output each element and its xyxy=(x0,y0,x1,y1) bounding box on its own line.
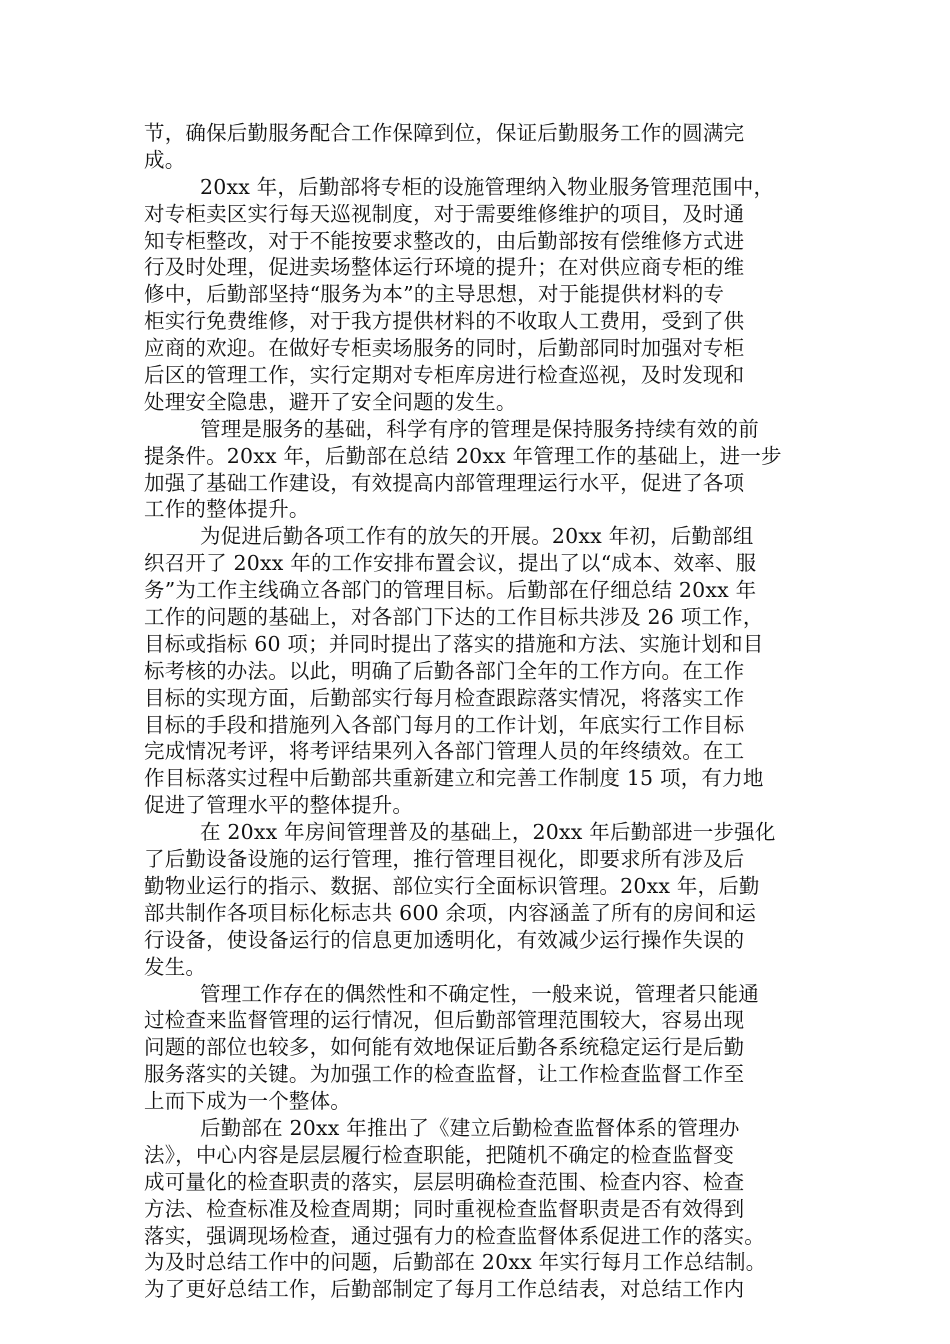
text-line: 对专柜卖区实行每天巡视制度，对于需要维修维护的项目，及时通 xyxy=(144,201,745,226)
text-line: 在 20xx 年房间管理普及的基础上，20xx 年后勤部进一步强化 xyxy=(200,820,776,845)
text-line: 应商的欢迎。在做好专柜卖场服务的同时，后勤部同时加强对专柜 xyxy=(144,336,745,361)
text-line: 勤物业运行的指示、数据、部位实行全面标识管理。20xx 年，后勤 xyxy=(144,873,760,898)
text-line: 为了更好总结工作，后勤部制定了每月工作总结表，对总结工作内 xyxy=(144,1277,745,1302)
text-line: 管理工作存在的偶然性和不确定性，一般来说，管理者只能通 xyxy=(200,981,759,1006)
text-line: 落实，强调现场检查，通过强有力的检查监督体系促进工作的落实。 xyxy=(144,1223,765,1248)
text-line: 了后勤设备设施的运行管理，推行管理目视化，即要求所有涉及后 xyxy=(144,847,745,872)
text-line: 提条件。20xx 年，后勤部在总结 20xx 年管理工作的基础上，进一步 xyxy=(144,443,782,468)
text-line: 目标的实现方面，后勤部实行每月检查跟踪落实情况，将落实工作 xyxy=(144,685,745,710)
text-line: 后勤部在 20xx 年推出了《建立后勤检查监督体系的管理办 xyxy=(200,1115,740,1140)
text-line: 作目标落实过程中后勤部共重新建立和完善工作制度 15 项，有力地 xyxy=(144,766,764,791)
text-line: 法》，中心内容是层层履行检查职能，把随机不确定的检查监督变 xyxy=(144,1142,735,1167)
text-line: 行设备，使设备运行的信息更加透明化，有效减少运行操作失误的 xyxy=(144,927,745,952)
text-line: 行及时处理，促进卖场整体运行环境的提升；在对供应商专柜的维 xyxy=(144,255,745,280)
text-line: 后区的管理工作，实行定期对专柜库房进行检查巡视，及时发现和 xyxy=(144,363,745,388)
text-line: 为促进后勤各项工作有的放矢的开展。20xx 年初，后勤部组 xyxy=(200,524,754,549)
text-line: 工作的整体提升。 xyxy=(144,497,310,522)
text-line: 修中，后勤部坚持“服务为本”的主导思想，对于能提供材料的专 xyxy=(144,282,725,307)
text-line: 管理是服务的基础，科学有序的管理是保持服务持续有效的前 xyxy=(200,416,759,441)
text-line: 过检查来监督管理的运行情况，但后勤部管理范围较大，容易出现 xyxy=(144,1008,745,1033)
text-line: 节，确保后勤服务配合工作保障到位，保证后勤服务工作的圆满完 xyxy=(144,121,745,145)
text-line: 为及时总结工作中的问题，后勤部在 20xx 年实行每月工作总结制。 xyxy=(144,1250,767,1275)
text-line: 成可量化的检查职责的落实，层层明确检查范围、检查内容、检查 xyxy=(144,1169,745,1194)
text-line: 促进了管理水平的整体提升。 xyxy=(144,793,414,818)
text-line: 服务落实的关键。为加强工作的检查监督，让工作检查监督工作至 xyxy=(144,1062,745,1087)
document-body xyxy=(144,120,810,1303)
text-line: 20xx 年，后勤部将专柜的设施管理纳入物业服务管理范围中， xyxy=(200,174,775,199)
text-line: 问题的部位也较多，如何能有效地保证后勤各系统稳定运行是后勤 xyxy=(144,1035,745,1060)
text-line: 工作的问题的基础上，对各部门下达的工作目标共涉及 26 项工作， xyxy=(144,605,764,630)
paragraph xyxy=(144,120,810,174)
text-line: 发生。 xyxy=(144,954,207,979)
text-line: 目标的手段和措施列入各部门每月的工作计划，年底实行工作目标 xyxy=(144,712,745,737)
paragraph xyxy=(144,174,810,416)
text-line: 上而下成为一个整体。 xyxy=(144,1089,351,1114)
text-line: 标考核的办法。以此，明确了后勤各部门全年的工作方向。在工作 xyxy=(144,658,745,683)
text-line: 目标或指标 60 项；并同时提出了落实的措施和方法、实施计划和目 xyxy=(144,631,764,656)
text-line: 知专柜整改，对于不能按要求整改的，由后勤部按有偿维修方式进 xyxy=(144,228,745,253)
text-line: 织召开了 20xx 年的工作安排布置会议，提出了以“成本、效率、服 xyxy=(144,551,757,576)
text-line: 加强了基础工作建设，有效提高内部管理理运行水平，促进了各项 xyxy=(144,470,745,495)
text-line: 务”为工作主线确立各部门的管理目标。后勤部在仔细总结 20xx 年 xyxy=(144,578,757,603)
text-line: 成。 xyxy=(144,147,186,172)
paragraph xyxy=(144,981,810,1115)
text-line: 完成情况考评，将考评结果列入各部门管理人员的年终绩效。在工 xyxy=(144,739,745,764)
paragraph xyxy=(144,523,810,819)
text-line: 部共制作各项目标化标志共 600 余项，内容涵盖了所有的房间和运 xyxy=(144,900,757,925)
paragraph xyxy=(144,819,810,980)
paragraph xyxy=(144,416,810,524)
paragraph xyxy=(144,1115,810,1303)
text-line: 方法、检查标准及检查周期；同时重视检查监督职责是否有效得到 xyxy=(144,1196,745,1221)
text-line: 处理安全隐患，避开了安全问题的发生。 xyxy=(144,389,517,414)
text-line: 柜实行免费维修，对于我方提供材料的不收取人工费用，受到了供 xyxy=(144,309,745,334)
